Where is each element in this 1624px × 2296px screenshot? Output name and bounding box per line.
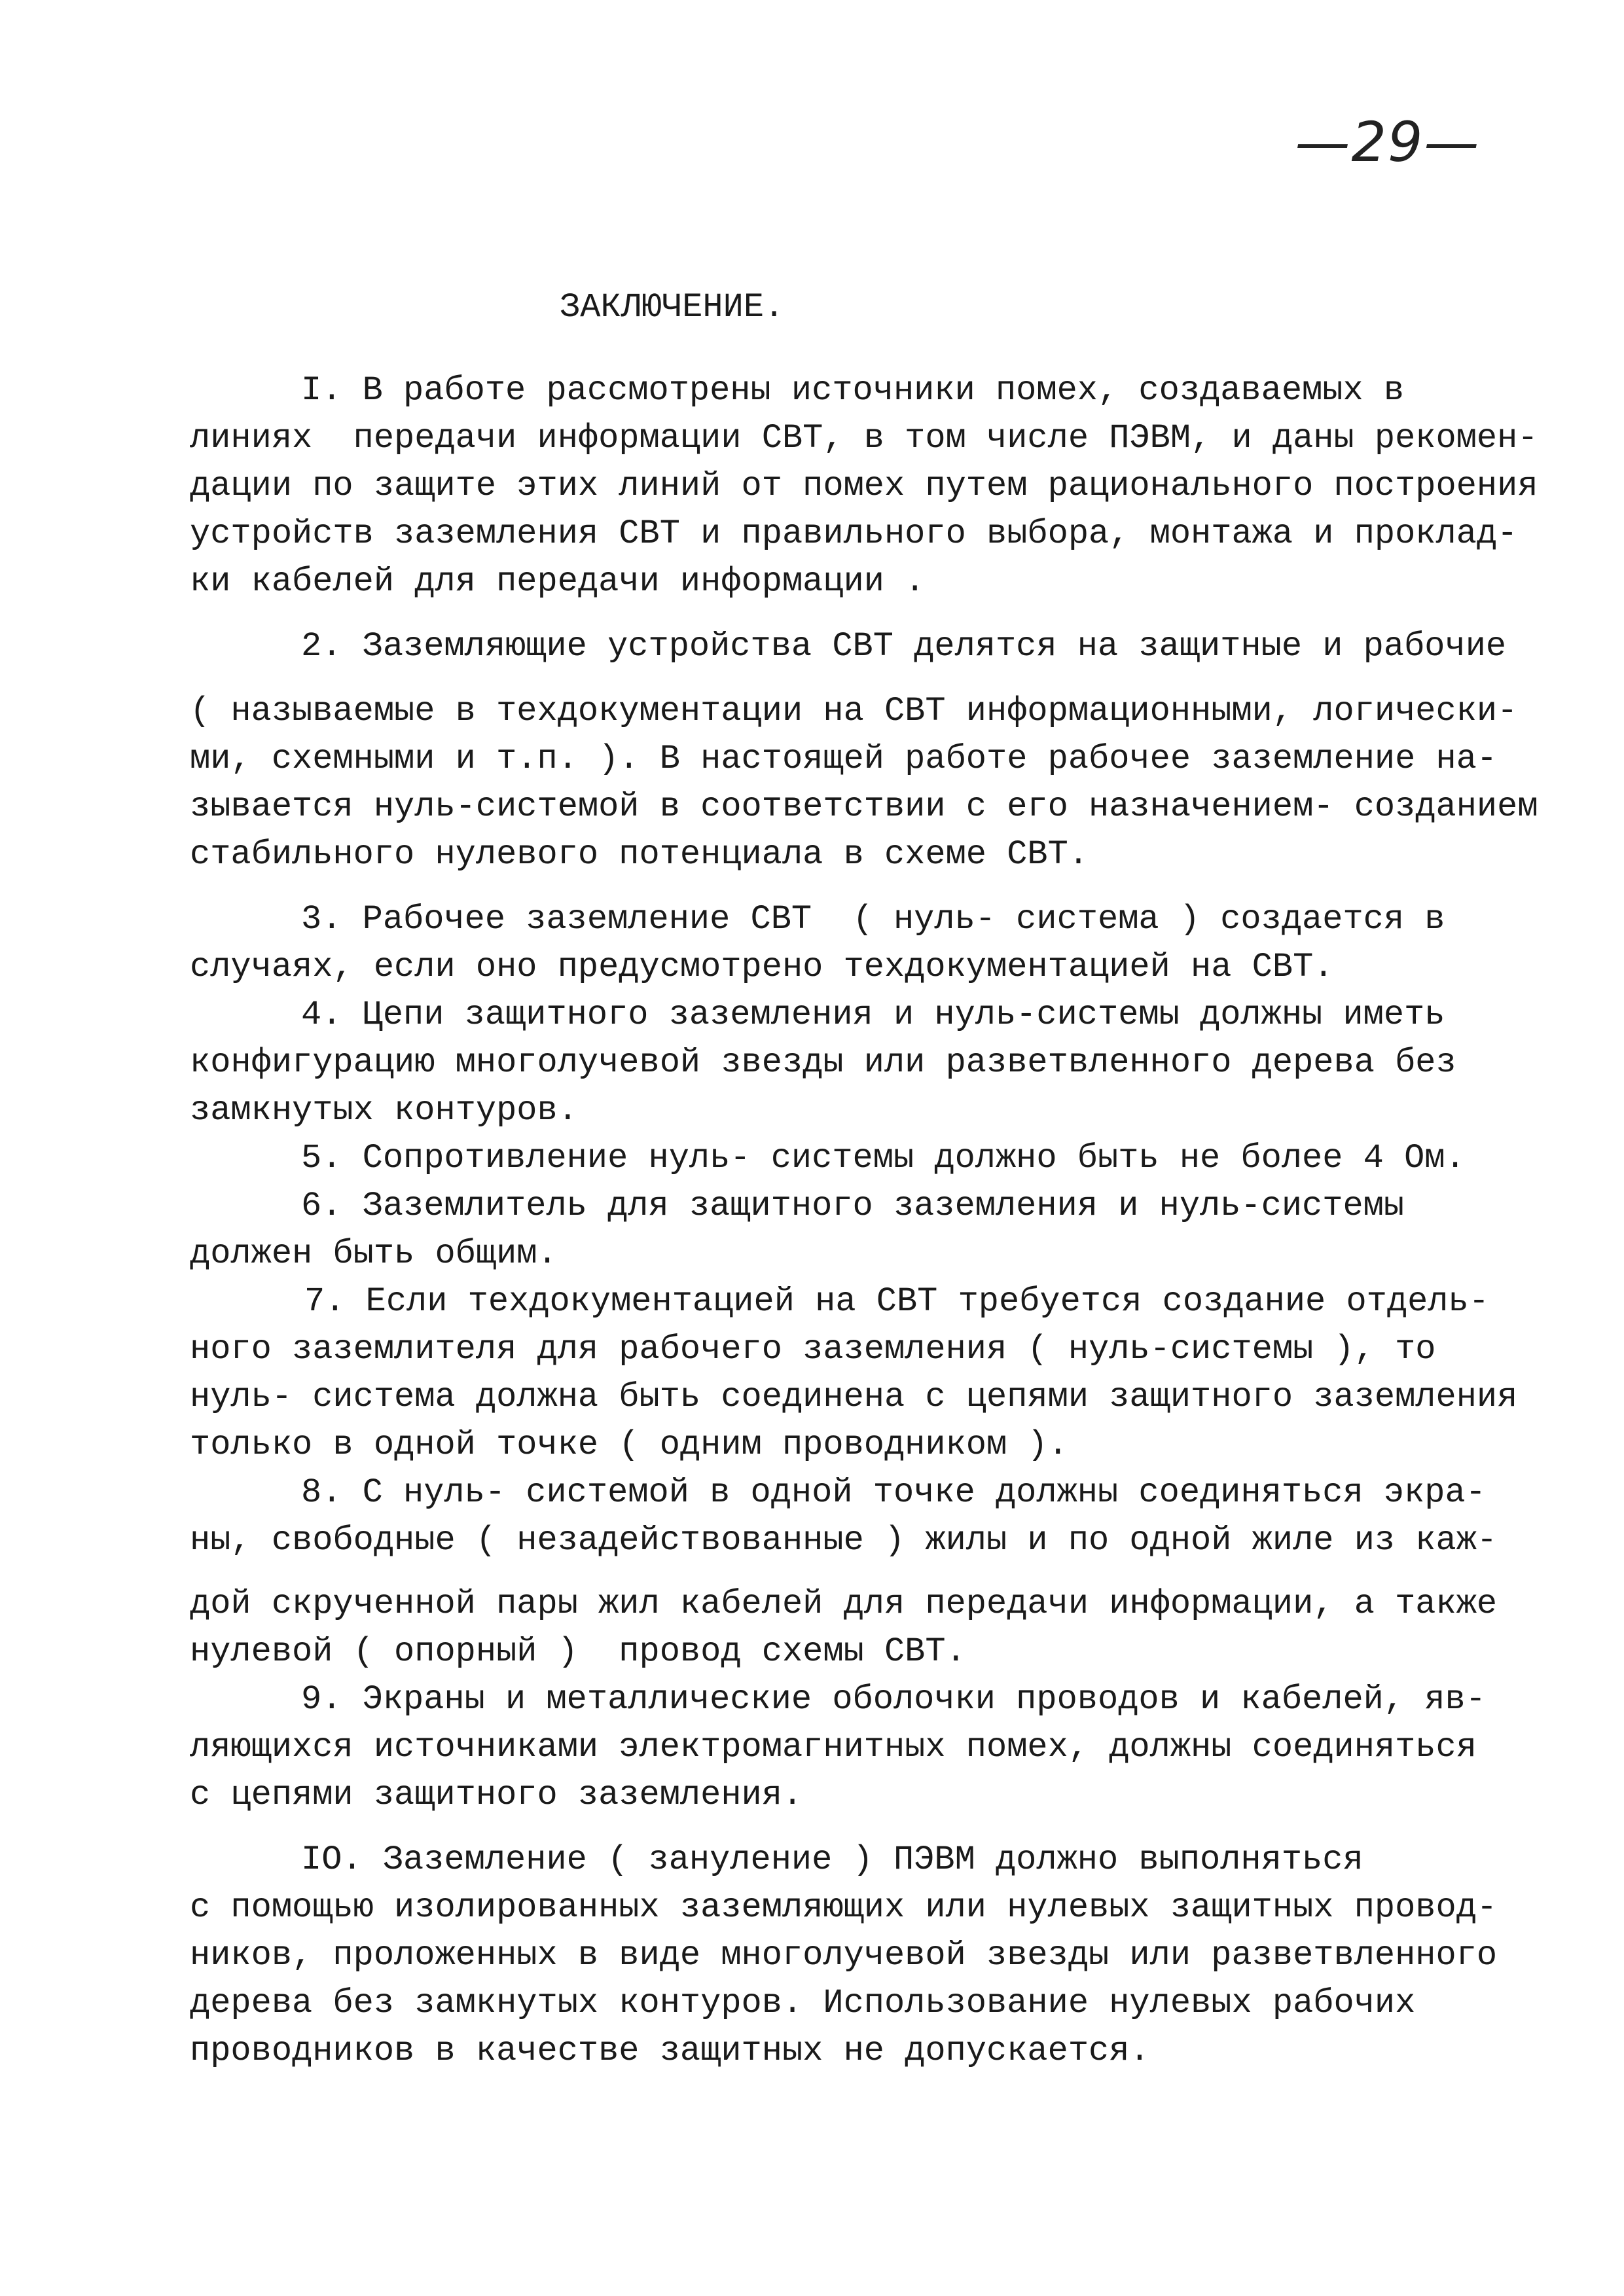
text-line: должен быть общим.	[190, 1234, 558, 1273]
text-line: 7. Если техдокументацией на СВТ требуется создание отдель-	[304, 1282, 1489, 1321]
text-line: конфигурацию многолучевой звезды или разветвленного дерева без	[190, 1043, 1456, 1082]
text-line: случаях, если оно предусмотрено техдокументацией на СВТ.	[190, 948, 1334, 986]
text-line: ки кабелей для передачи информации .	[190, 562, 926, 601]
text-line: 2. Заземляющие устройства СВТ делятся на защитные и рабочие	[301, 627, 1507, 666]
text-line: ны, свободные ( незадействованные ) жилы и по одной жиле из каж-	[190, 1521, 1498, 1560]
text-line: ного заземлителя для рабочего заземления ( нуль-системы ), то	[190, 1330, 1436, 1369]
text-line: ми, схемными и т.п. ). В настоящей работе рабочее заземление на-	[190, 740, 1498, 778]
text-line: 4. Цепи защитного заземления и нуль-системы должны иметь	[301, 996, 1445, 1034]
text-line: дерева без замкнутых контуров. Использование нулевых рабочих	[190, 1984, 1416, 2022]
text-line: линиях передачи информации СВТ, в том числе ПЭВМ, и даны рекомен-	[190, 419, 1538, 457]
text-line: ( называемые в техдокументации на СВТ информационными, логически-	[190, 692, 1518, 730]
text-line: только в одной точке ( одним проводником ).	[190, 1426, 1068, 1464]
text-line: с цепями защитного заземления.	[190, 1776, 803, 1814]
text-line: устройств заземления СВТ и правильного выбора, монтажа и проклад-	[190, 514, 1518, 553]
text-line: 9. Экраны и металлические оболочки проводов и кабелей, яв-	[301, 1680, 1486, 1719]
text-line: 3. Рабочее заземление СВТ ( нуль- система ) создается в	[301, 900, 1445, 939]
text-line: проводников в качестве защитных не допускается.	[190, 2032, 1150, 2070]
text-line: замкнутых контуров.	[190, 1091, 578, 1130]
text-line: зывается нуль-системой в соответствии с его назначением- созданием	[190, 787, 1538, 826]
text-line: дой скрученной пары жил кабелей для передачи информации, а также	[190, 1585, 1498, 1623]
section-title: ЗАКЛЮЧЕНИЕ.	[560, 288, 785, 327]
text-line: 5. Сопротивление нуль- системы должно быть не более 4 Ом.	[301, 1139, 1466, 1177]
text-line: ляющихся источниками электромагнитных помех, должны соединяться	[190, 1728, 1477, 1767]
text-line: 8. С нуль- системой в одной точке должны соединяться экра-	[301, 1473, 1486, 1512]
text-line: дации по защите этих линий от помех путем рационального построения	[190, 467, 1538, 505]
text-line: с помощью изолированных заземляющих или нулевых защитных провод-	[190, 1888, 1498, 1927]
body-text	[190, 367, 1538, 2075]
text-line: нуль- система должна быть соединена с цепями защитного заземления	[190, 1378, 1518, 1416]
text-line: нулевой ( опорный ) провод схемы СВТ.	[190, 1632, 966, 1671]
text-line: 6. Заземлитель для защитного заземления и нуль-системы	[301, 1187, 1405, 1225]
text-line: стабильного нулевого потенциала в схеме СВТ.	[190, 835, 1089, 874]
page-number: —29—	[1295, 110, 1481, 174]
text-line: I. В работе рассмотрены источники помех, создаваемых в	[301, 371, 1405, 410]
text-line: IO. Заземление ( зануление ) ПЭВМ должно выполняться	[301, 1840, 1363, 1879]
text-line: ников, проложенных в виде многолучевой звезды или разветвленного	[190, 1936, 1498, 1975]
